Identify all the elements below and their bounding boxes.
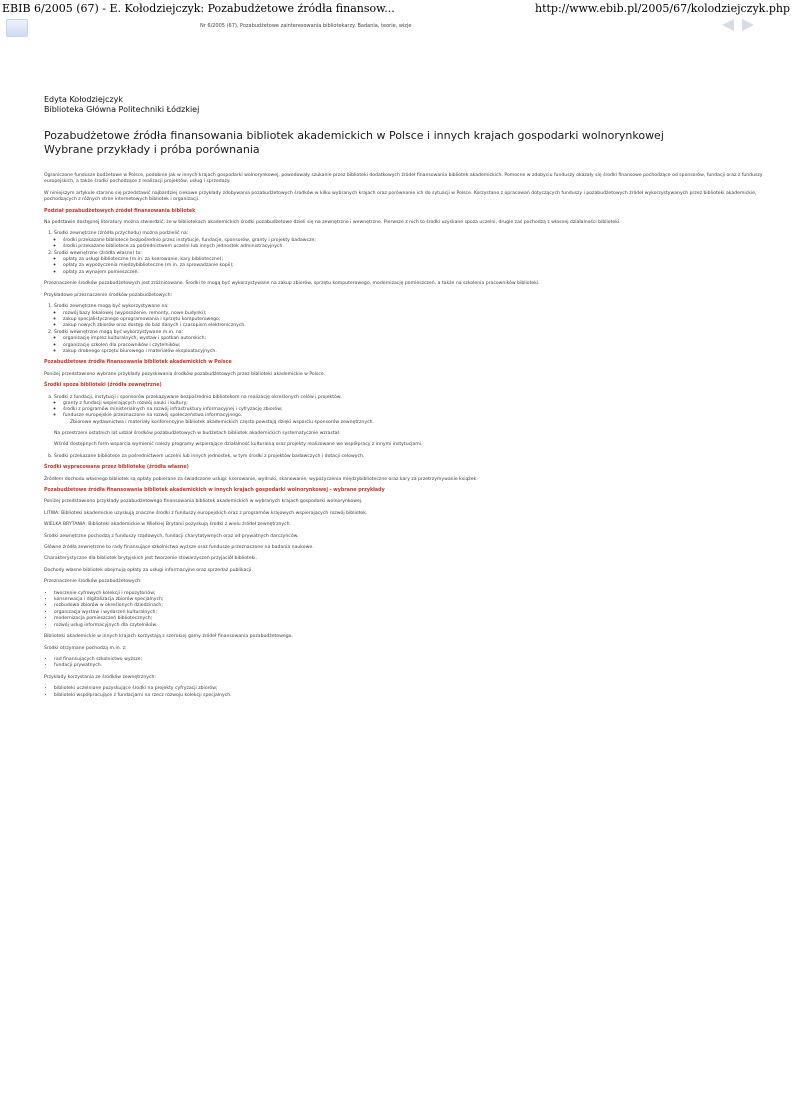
list-item: • rad finansujących szkolnictwo wyższe; <box>54 657 782 663</box>
page-url[interactable]: http://www.ebib.pl/2005/67/kolodziejczyk.php <box>534 2 790 15</box>
list-item: • rozbudowa zbiorów w określonych dziedzinach; <box>54 603 782 609</box>
paragraph: Na przestrzeni ostatnich lat udział środków pozabudżetowych w budżetach bibliotek akademickich systematycznie wzrastał. <box>54 430 341 436</box>
section-heading: Podział pozabudżetowych źródeł finansowania bibliotek <box>44 208 196 214</box>
list-item: ◦ zakup nowych zbiorów oraz dostęp do baz danych i czasopism elektronicznych. <box>63 323 782 329</box>
article-title <box>44 129 744 157</box>
list-item-text: Środki wewnętrzne mogą być wykorzystywane m.in. na: <box>54 329 184 335</box>
list-item <box>54 304 782 330</box>
author-name: Edyta Kołodziejczyk <box>44 95 123 104</box>
list-item: ◦ rozwój bazy lokalowej (wyposażenie, remonty, nowe budynki); <box>63 311 782 317</box>
nested-list <box>54 401 782 420</box>
list-item: • konserwacja i digitalizacja zbiorów specjalnych; <box>54 597 782 603</box>
paragraph: Główne źródła zewnętrzne to rady finansujące szkolnictwo wyższe oraz fundusze przeznaczone na badania naukowe. <box>44 545 314 551</box>
list-item: ◦ fundusze europejskie przeznaczone na rozwój społeczeństwa informacyjnego. <box>63 413 782 419</box>
list-item: • tworzenie cyfrowych kolekcji i repozytoriów; <box>54 591 782 597</box>
paragraph: Poniżej przedstawiono wybrane przykłady pozyskiwania środków pozabudżetowych przez biblioteki akademickie w Polsce. <box>44 371 326 377</box>
paragraph: Na podstawie dostępnej literatury można stwierdzić, że w bibliotekach akademickich środki pozabudżetowe dzieli się na zewnętrzne i wewnętrzne. Pierwsze z nich to środki uzyskane spoza uczelni, drugie zaś pochodzą z własnej działalności biblioteki. <box>44 220 621 226</box>
article-title-line1: Pozabudżetowe źródła finansowania bibliotek akademickich w Polsce i innych krajach gospodarki wolnorynkowej <box>44 129 664 142</box>
list-item: • modernizacja pomieszczeń bibliotecznych; <box>54 616 782 622</box>
nested-list <box>54 257 782 276</box>
paragraph: Przeznaczenie środków pozabudżetowych jest zróżnicowane. Środki te mogą być wykorzystywane na zakup zbiorów, sprzętu komputerowego, modernizację pomieszczeń, a także na szkolenia pracowników biblioteki. <box>44 281 540 287</box>
next-arrow-icon[interactable] <box>742 19 754 31</box>
paragraph: Środki otrzymane pochodzą m.in. z: <box>44 645 127 651</box>
list-item: b. Środki przekazane bibliotece za pośrednictwem uczelni lub innych jednostek, w tym środki z projektów badawczych i dotacji celowych. <box>54 454 782 460</box>
paragraph: LITWA: Biblioteki akademickie uzyskują znaczne środki z funduszy europejskich oraz z programów krajowych wspierających rozwój bibliotek. <box>44 510 368 516</box>
article-body <box>44 173 782 699</box>
list-item: ◦ opłaty za wynajem pomieszczeń. <box>63 270 782 276</box>
paragraph: Przykłady korzystania ze środków zewnętrznych: <box>44 674 156 680</box>
list-item: • biblioteki współpracujące z fundacjami na rzecz rozwoju kolekcji specjalnych. <box>54 693 782 699</box>
paragraph: Poniżej przedstawiono przykłady pozabudżetowego finansowania bibliotek akademickich w wybranych krajach gospodarki wolnorynkowej. <box>44 499 363 505</box>
window-titlebar <box>0 0 794 15</box>
prev-arrow-icon[interactable] <box>722 19 734 31</box>
paragraph: Środki zewnętrzne pochodzą z funduszy rządowych, fundacji charytatywnych oraz od prywatnych darczyńców. <box>44 533 299 539</box>
list-item: ◦ środki przekazane bibliotece bezpośrednio przez instytucje, fundacje, sponsorów, granty i projekty badawcze; <box>63 238 782 244</box>
list-item-text: Środki z fundacji, instytucji i sponsorów przekazywane bezpośrednio bibliotekom na realizację określonych celów i projektów. <box>54 394 342 400</box>
list-item: • fundacji prywatnych. <box>54 663 782 669</box>
ordered-list <box>44 304 782 355</box>
section-heading: Środki wypracowane przez bibliotekę (źródła własne) <box>44 465 189 471</box>
list-item <box>54 251 782 277</box>
list-item: ◦ organizację szkoleń dla pracowników i czytelników; <box>63 343 782 349</box>
list-item: ◦ granty z fundacji wspierających rozwój nauki i kultury; <box>63 401 782 407</box>
nested-list <box>54 238 782 251</box>
nested-list <box>54 311 782 330</box>
paragraph: Przeznaczenie środków pozabudżetowych: <box>44 579 142 585</box>
list-item: ◦ środki z programów ministerialnych na rozwój infrastruktury informacyjnej i cyfryzację zbiorów; <box>63 407 782 413</box>
section-heading: Pozabudżetowe źródła finansowania bibliotek akademickich w innych krajach gospodarki wolnorynkowej - wybrane przykłady <box>44 488 385 494</box>
list-item: ◦ opłaty za usługi biblioteczne (m.in. za kserowanie, kary biblioteczne); <box>63 257 782 263</box>
list-item <box>54 395 782 449</box>
list-item: ◦ organizację imprez kulturalnych, wystaw i spotkań autorskich; <box>63 336 782 342</box>
paragraph: W niniejszym artykule starano się przedstawić najbardziej ciekawe przykłady zdobywania pozabudżetowych środków w kilku wybranych krajach oraz porównanie ich do sytuacji w Polsce. Korzystano z opracowań dotyczących funduszy i pozabudżetowych źródeł wykorzystywanych przez biblioteki akademickie, pochodzących z różnych stron internetowych bibliotek i organizacji. <box>44 190 757 203</box>
paragraph: Wśród dostępnych form wsparcia wymienić należy programy wspierające działalność kulturalną oraz projekty realizowane we współpracy z innymi instytucjami. <box>54 442 423 448</box>
ordered-list <box>44 395 782 461</box>
bullet-list <box>44 657 782 670</box>
list-item: ◦ zakup specjalistycznego oprogramowania i sprzętu komputerowego; <box>63 317 782 323</box>
paragraph: WIELKA BRYTANIA: Biblioteki akademickie w Wielkiej Brytanii pozyskują środki z wielu źródeł zewnętrznych. <box>44 522 292 528</box>
list-item <box>54 231 782 250</box>
paragraph: Biblioteki akademickie w innych krajach korzystają z szerokiej gamy źródeł finansowania pozabudżetowego. <box>44 634 293 640</box>
list-item <box>54 330 782 356</box>
ebib-logo-icon[interactable] <box>6 19 28 37</box>
nav-bar <box>0 21 794 41</box>
list-item-text: Środki zewnętrzne mogą być wykorzystywane na: <box>54 304 169 310</box>
author-affiliation: Biblioteka Główna Politechniki Łódzkiej <box>44 105 200 114</box>
list-item: ◦ zakup drobnego sprzętu biurowego i materiałów eksploatacyjnych. <box>63 349 782 355</box>
section-heading: Środki spoza biblioteki (źródła zewnętrzne) <box>44 383 162 389</box>
quote: Zbiorowe wydawnictwa i materiały konferencyjne bibliotek akademickich często powstają dzięki wsparciu sponsorów zewnętrznych. <box>70 419 374 425</box>
list-item-text: Środki zewnętrzne (źródła przychodu) można podzielić na: <box>54 231 189 237</box>
paragraph: Charakterystyczne dla bibliotek brytyjskich jest tworzenie stowarzyszeń przyjaciół biblioteki. <box>44 556 258 562</box>
list-item: • biblioteki uczelniane pozyskujące środki na projekty cyfryzacji zbiorów; <box>54 686 782 692</box>
breadcrumb[interactable]: Nr 6/2005 (67), Pozabudżetowe zainteresowania bibliotekarzy. Badania, teorie, wizje <box>200 23 412 29</box>
paragraph: Dochody własne bibliotek obejmują opłaty za usługi informacyjne oraz sprzedaż publikacji. <box>44 567 253 573</box>
list-item: ◦ środki przekazane bibliotece za pośrednictwem uczelni lub innych jednostek administracyjnych. <box>63 244 782 250</box>
section-heading: Pozabudżetowe źródła finansowania bibliotek akademickich w Polsce <box>44 360 232 366</box>
list-item: • organizacja wystaw i wydarzeń kulturalnych; <box>54 610 782 616</box>
bullet-list <box>44 591 782 629</box>
list-item-text: Środki wewnętrzne (źródła własne) to: <box>54 250 142 256</box>
paragraph: Przykładowe przeznaczenie środków pozabudżetowych: <box>44 292 173 298</box>
paragraph: Źródłem dochodu własnego bibliotek są opłaty pobierane za świadczone usługi: kserowanie, wydruki, skanowanie, wypożyczenia międzybiblioteczne oraz kary za przetrzymywanie książek. <box>44 476 478 482</box>
article-title-line2: Wybrane przykłady i próba porównania <box>44 143 260 156</box>
paragraph: Ograniczone fundusze budżetowe w Polsce, podobnie jak w innych krajach gospodarki wolnorynkowej, powodowały szukanie przez biblioteki dodatkowych źródeł finansowania bibliotek akademickich. Pomocne w zdobyciu funduszy okazały się środki finansowe pochodzące od sponsorów, fundacji oraz z funduszy europejskich, a także środki pochodzące z realizacji projektów, usług i sprzedaży. <box>44 173 763 185</box>
list-item: • rozwój usług informacyjnych dla czytelników. <box>54 623 782 629</box>
author-block <box>44 95 794 115</box>
page-title: EBIB 6/2005 (67) - E. Kołodziejczyk: Pozabudżetowe źródła finansow... <box>2 2 395 15</box>
list-item: ◦ opłaty za wypożyczenia międzybiblioteczne (m.in. za sprowadzanie kopii); <box>63 263 782 269</box>
page-nav-arrows <box>722 19 754 31</box>
ordered-list <box>44 231 782 276</box>
bullet-list <box>44 686 782 699</box>
nested-list <box>54 336 782 355</box>
